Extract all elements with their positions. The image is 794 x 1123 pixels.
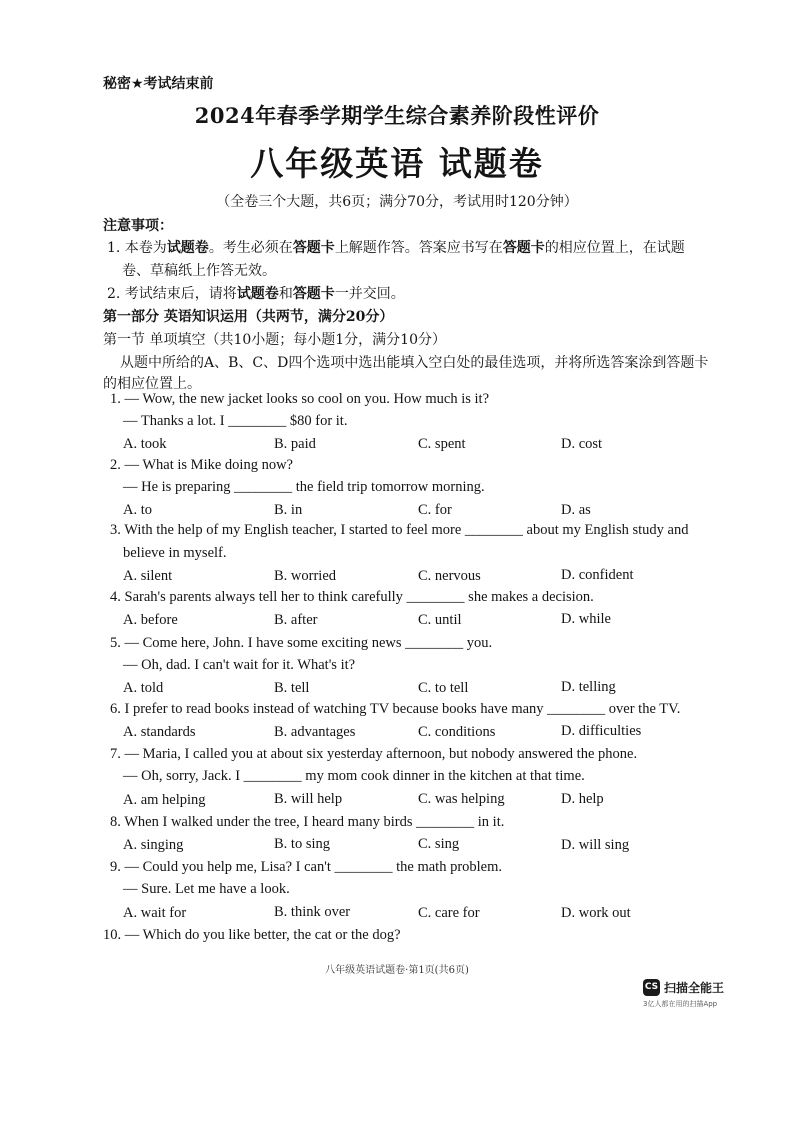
question-1-option-b: B. paid [274, 436, 316, 452]
question-5-option-d: D. telling [561, 679, 616, 695]
exam-title: 2024年春季学期学生综合素养阶段性评价 [194, 103, 600, 128]
scanner-watermark-name: 扫描全能王 [664, 981, 725, 995]
question-2-option-b: B. in [274, 502, 303, 518]
question-6-option-d: D. difficulties [561, 723, 642, 739]
part-heading: 第一部分 英语知识运用（共两节，满分20分） [103, 309, 394, 325]
question-5-stem: 5. — Come here, John. I have some exciting news ________ you. [110, 635, 493, 651]
question-4-stem: 4. Sarah's parents always tell her to think carefully ________ she makes a decision. [110, 589, 594, 605]
question-5-option-b: B. tell [274, 680, 310, 696]
question-9-option-d: D. work out [561, 905, 631, 921]
question-3-option-a: A. silent [123, 568, 173, 584]
question-9-stem: 9. — Could you help me, Lisa? I can't ________ the math problem. [110, 859, 503, 875]
question-1-reply: — Thanks a lot. I ________ $80 for it. [123, 413, 348, 429]
question-3-option-b: B. worried [274, 568, 337, 584]
exam-info: （全卷三个大题，共6页；满分70分，考试用时120分钟） [216, 194, 578, 210]
question-4-option-a: A. before [123, 612, 178, 628]
question-9-option-c: C. care for [418, 905, 480, 921]
note-emphasis: 答题卡 [292, 286, 335, 302]
question-4-option-d: D. while [561, 611, 611, 627]
question-1-option-c: C. spent [418, 436, 466, 452]
note-emphasis: 试题卷 [166, 240, 209, 256]
question-8-option-d: D. will sing [561, 837, 630, 853]
question-2-option-c: C. for [418, 502, 452, 518]
question-3-stem-continued: believe in myself. [123, 545, 227, 561]
note-text: 一并交回。 [334, 286, 405, 302]
question-4-option-b: B. after [274, 612, 318, 628]
page-footer: 八年级英语试题卷·第1页(共6页) [325, 965, 469, 976]
question-7-option-d: D. help [561, 791, 604, 807]
question-3-option-d: D. confident [561, 567, 634, 583]
exam-subject-title: 八年级英语 试题卷 [250, 144, 544, 183]
question-5-reply: — Oh, dad. I can't wait for it. What's it? [123, 657, 356, 673]
question-9-option-a: A. wait for [123, 905, 187, 921]
note-2 [107, 283, 405, 303]
question-7-option-a: A. am helping [123, 792, 206, 808]
question-7-reply: — Oh, sorry, Jack. I ________ my mom cook dinner in the kitchen at that time. [123, 768, 585, 784]
question-3-option-c: C. nervous [418, 568, 481, 584]
question-2-option-a: A. to [123, 502, 152, 518]
question-9-reply: — Sure. Let me have a look. [123, 881, 290, 897]
notes-heading: 注意事项： [103, 218, 173, 234]
question-2-reply: — He is preparing ________ the field trip tomorrow morning. [123, 479, 485, 495]
question-3-stem: 3. With the help of my English teacher, I started to feel more ________ about my English study and [110, 522, 689, 538]
question-6-option-c: C. conditions [418, 724, 496, 740]
note-1-continued: 卷、草稿纸上作答无效。 [122, 263, 276, 279]
note-text: 。考生必须在 [208, 240, 293, 256]
section-heading: 第一节 单项填空（共10小题；每小题1分，满分10分） [103, 332, 446, 348]
question-4-option-c: C. until [418, 612, 462, 628]
question-7-stem: 7. — Maria, I called you at about six yesterday afternoon, but nobody answered the phone. [110, 746, 638, 762]
scanner-watermark-tagline: 3亿人都在用的扫描App [643, 1000, 718, 1008]
question-7-option-b: B. will help [274, 791, 343, 807]
question-1-option-a: A. took [123, 436, 167, 452]
question-5-option-a: A. told [123, 680, 164, 696]
note-text: 2. 考试结束后，请将 [107, 286, 237, 302]
question-6-stem: 6. I prefer to read books instead of watching TV because books have many ________ over the TV. [110, 701, 681, 717]
question-8-option-b: B. to sing [274, 836, 330, 852]
question-6-option-b: B. advantages [274, 724, 356, 740]
question-8-option-c: C. sing [418, 836, 460, 852]
note-1 [107, 237, 685, 257]
question-1-stem: 1. — Wow, the new jacket looks so cool on you. How much is it? [110, 391, 490, 407]
instructions-line-2: 的相应位置上。 [103, 376, 201, 392]
question-8-stem: 8. When I walked under the tree, I heard many birds ________ in it. [110, 814, 505, 830]
question-2-stem: 2. — What is Mike doing now? [110, 457, 293, 473]
question-1-option-d: D. cost [561, 436, 603, 452]
question-6-option-a: A. standards [123, 724, 196, 740]
question-10-stem: 10. — Which do you like better, the cat or the dog? [103, 927, 401, 943]
question-8-option-a: A. singing [123, 837, 184, 853]
confidential-mark: 秘密★考试结束前 [103, 76, 214, 92]
question-7-option-c: C. was helping [418, 791, 505, 807]
scanner-logo-icon: CS [643, 979, 660, 996]
question-9-option-b: B. think over [274, 904, 351, 920]
question-2-option-d: D. as [561, 502, 591, 518]
note-emphasis: 答题卡 [292, 240, 335, 256]
note-text: 和 [278, 286, 293, 302]
note-text: 的相应位置上，在试题 [544, 240, 685, 256]
note-emphasis: 答题卡 [502, 240, 545, 256]
note-text: 1. 本卷为 [107, 240, 167, 256]
question-5-option-c: C. to tell [418, 680, 469, 696]
note-emphasis: 试题卷 [236, 286, 279, 302]
note-text: 上解题作答。答案应书写在 [334, 240, 503, 256]
instructions-line-1: 从题中所给的A、B、C、D四个选项中选出能填入空白处的最佳选项，并将所选答案涂到答题卡 [120, 355, 709, 371]
